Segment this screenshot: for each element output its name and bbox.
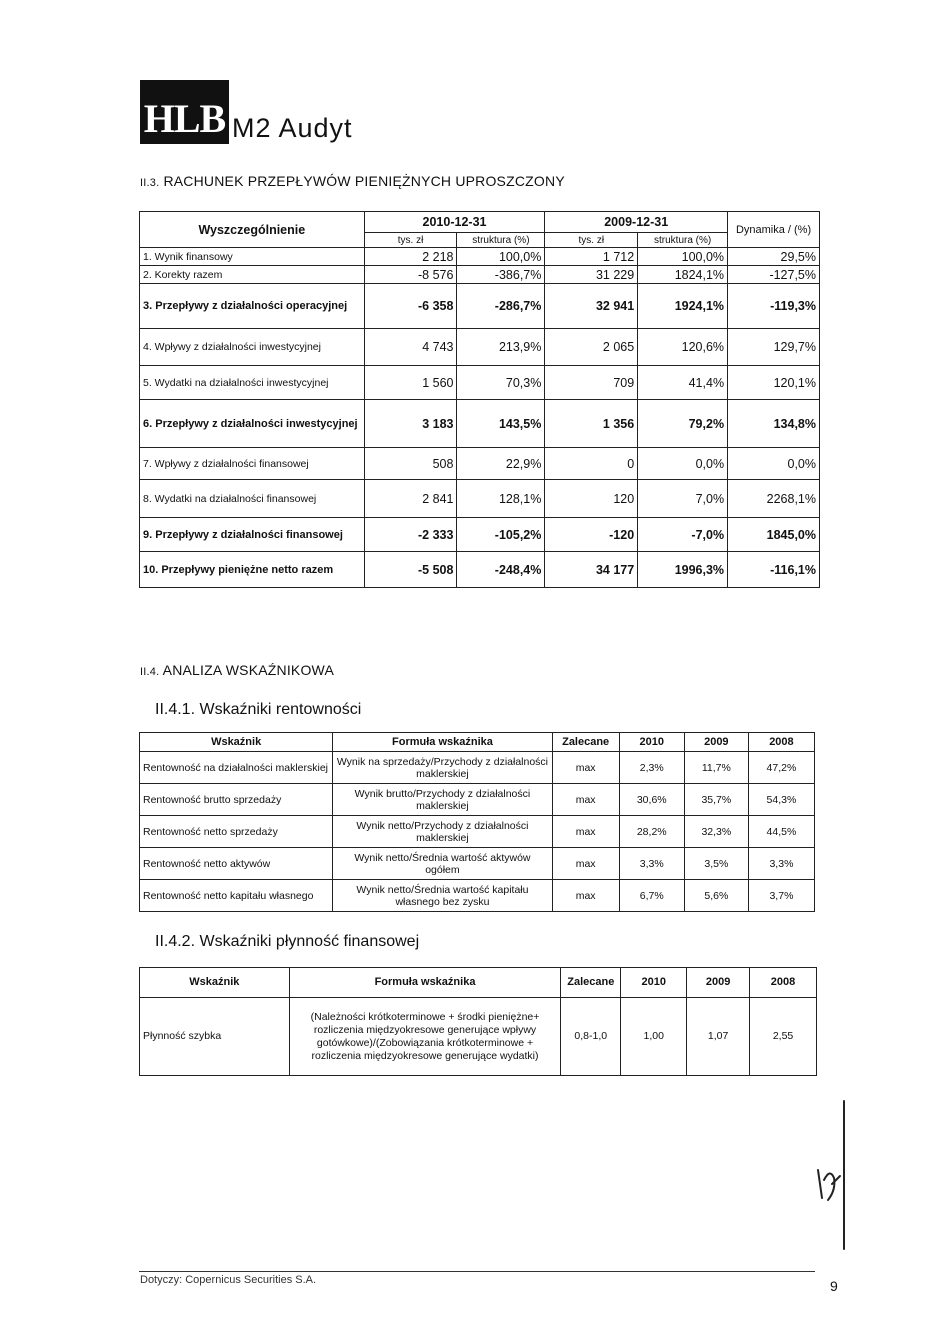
amount-2010: 2 841	[364, 480, 457, 518]
dynamics: 0,0%	[728, 448, 820, 480]
value-2009: 35,7%	[684, 784, 748, 816]
dynamics: 29,5%	[728, 248, 820, 266]
section-number: II.4.	[140, 666, 160, 678]
value-2008: 3,7%	[748, 880, 814, 912]
dynamics: 129,7%	[728, 329, 820, 366]
table-row	[140, 880, 815, 912]
amount-2009: 709	[545, 366, 638, 400]
amount-2010: 2 218	[364, 248, 457, 266]
amount-2009: -120	[545, 518, 638, 552]
recommended-value: max	[552, 880, 619, 912]
table-row	[140, 448, 820, 480]
section-heading-cash-flow	[140, 173, 565, 189]
structure-2010: -386,7%	[457, 266, 545, 284]
value-2008: 3,3%	[748, 848, 814, 880]
amount-2010: -6 358	[364, 284, 457, 329]
subsection-heading-profitability: II.4.1. Wskaźniki rentowności	[155, 701, 362, 718]
amount-2009: 1 712	[545, 248, 638, 266]
header-2009: 2009	[687, 968, 750, 998]
dynamics: -116,1%	[728, 552, 820, 588]
header-year-2010: 2010-12-31	[364, 212, 545, 233]
header-item: Wyszczególnienie	[140, 212, 365, 248]
table-row	[140, 366, 820, 400]
value-2009: 5,6%	[684, 880, 748, 912]
amount-2009: 0	[545, 448, 638, 480]
row-label: 4. Wpływy z działalności inwestycyjnej	[140, 329, 365, 366]
value-2008: 44,5%	[748, 816, 814, 848]
header-2008: 2008	[748, 733, 814, 752]
table-row	[140, 266, 820, 284]
table-row	[140, 784, 815, 816]
value-2009: 32,3%	[684, 816, 748, 848]
recommended-value: max	[552, 784, 619, 816]
structure-2009: 41,4%	[638, 366, 728, 400]
structure-2010: 100,0%	[457, 248, 545, 266]
structure-2009: 0,0%	[638, 448, 728, 480]
row-label: 10. Przepływy pieniężne netto razem	[140, 552, 365, 588]
amount-2009: 1 356	[545, 400, 638, 448]
row-label: 6. Przepływy z działalności inwestycyjnej	[140, 400, 365, 448]
dynamics: 2268,1%	[728, 480, 820, 518]
indicator-formula: Wynik brutto/Przychody z działalności maklerskiej	[333, 784, 552, 816]
row-label: 1. Wynik finansowy	[140, 248, 365, 266]
header-formula: Formuła wskaźnika	[289, 968, 561, 998]
header-indicator: Wskaźnik	[140, 968, 290, 998]
structure-2010: -286,7%	[457, 284, 545, 329]
structure-2009: 7,0%	[638, 480, 728, 518]
structure-2009: 120,6%	[638, 329, 728, 366]
amount-2010: 4 743	[364, 329, 457, 366]
footer-text: Dotyczy: Copernicus Securities S.A.	[140, 1274, 317, 1286]
value-2010: 1,00	[621, 998, 687, 1076]
cash-flow-table	[139, 211, 820, 588]
structure-2010: 213,9%	[457, 329, 545, 366]
amount-2009: 31 229	[545, 266, 638, 284]
structure-2010: 70,3%	[457, 366, 545, 400]
section-title: ANALIZA WSKAŹNIKOWA	[162, 662, 334, 678]
table-row	[140, 816, 815, 848]
structure-2009: 1996,3%	[638, 552, 728, 588]
row-label: 9. Przepływy z działalności finansowej	[140, 518, 365, 552]
table-row	[140, 284, 820, 329]
header-2010: 2010	[619, 733, 684, 752]
section-heading-analysis	[140, 662, 334, 678]
indicator-name: Rentowność na działalności maklerskiej	[140, 752, 333, 784]
header-amount-2009: tys. zł	[545, 233, 638, 248]
table-row	[140, 329, 820, 366]
indicator-formula: (Należności krótkoterminowe + środki pieniężne+ rozliczenia międzyokresowe generujące wpływy gotówkowe)/(Zobowiązania krótkoterminowe + rozliczenia międzyokresowe generujące wydatki)	[289, 998, 561, 1076]
value-2010: 30,6%	[619, 784, 684, 816]
header-structure-2010: struktura (%)	[457, 233, 545, 248]
table-row	[140, 752, 815, 784]
indicator-name: Rentowność netto sprzedaży	[140, 816, 333, 848]
header-2009: 2009	[684, 733, 748, 752]
value-2009: 3,5%	[684, 848, 748, 880]
company-logo	[140, 80, 353, 144]
amount-2010: 1 560	[364, 366, 457, 400]
indicator-formula: Wynik netto/Średnia wartość kapitału własnego bez zysku	[333, 880, 552, 912]
logo-mark: HLB	[140, 80, 229, 144]
page-number: 9	[830, 1278, 838, 1294]
amount-2009: 32 941	[545, 284, 638, 329]
header-2010: 2010	[621, 968, 687, 998]
recommended-value: 0,8-1,0	[561, 998, 621, 1076]
header-formula: Formuła wskaźnika	[333, 733, 552, 752]
amount-2009: 2 065	[545, 329, 638, 366]
structure-2009: 1824,1%	[638, 266, 728, 284]
structure-2010: 22,9%	[457, 448, 545, 480]
structure-2009: 100,0%	[638, 248, 728, 266]
indicator-name: Rentowność netto kapitału własnego	[140, 880, 333, 912]
header-amount-2010: tys. zł	[364, 233, 457, 248]
structure-2010: 128,1%	[457, 480, 545, 518]
recommended-value: max	[552, 816, 619, 848]
recommended-value: max	[552, 848, 619, 880]
table-row	[140, 248, 820, 266]
table-row	[140, 480, 820, 518]
recommended-value: max	[552, 752, 619, 784]
dynamics: -127,5%	[728, 266, 820, 284]
amount-2010: -5 508	[364, 552, 457, 588]
amount-2010: 508	[364, 448, 457, 480]
table-row	[140, 518, 820, 552]
row-label: 2. Korekty razem	[140, 266, 365, 284]
header-indicator: Wskaźnik	[140, 733, 333, 752]
amount-2009: 120	[545, 480, 638, 518]
row-label: 8. Wydatki na działalności finansowej	[140, 480, 365, 518]
structure-2009: -7,0%	[638, 518, 728, 552]
profitability-table	[139, 732, 815, 912]
indicator-formula: Wynik netto/Średnia wartość aktywów ogółem	[333, 848, 552, 880]
value-2008: 54,3%	[748, 784, 814, 816]
value-2010: 2,3%	[619, 752, 684, 784]
header-dynamics: Dynamika / (%)	[728, 212, 820, 248]
table-row	[140, 998, 817, 1076]
amount-2010: 3 183	[364, 400, 457, 448]
structure-2010: -248,4%	[457, 552, 545, 588]
footer-divider	[139, 1271, 815, 1272]
logo-text: M2 Audyt	[232, 113, 353, 143]
row-label: 3. Przepływy z działalności operacyjnej	[140, 284, 365, 329]
value-2009: 1,07	[687, 998, 750, 1076]
value-2009: 11,7%	[684, 752, 748, 784]
dynamics: 1845,0%	[728, 518, 820, 552]
indicator-formula: Wynik netto/Przychody z działalności maklerskiej	[333, 816, 552, 848]
amount-2010: -8 576	[364, 266, 457, 284]
header-year-2009: 2009-12-31	[545, 212, 728, 233]
table-row	[140, 552, 820, 588]
indicator-name: Rentowność brutto sprzedaży	[140, 784, 333, 816]
amount-2009: 34 177	[545, 552, 638, 588]
table-row	[140, 400, 820, 448]
header-structure-2009: struktura (%)	[638, 233, 728, 248]
header-recommended: Zalecane	[561, 968, 621, 998]
dynamics: 120,1%	[728, 366, 820, 400]
indicator-name: Rentowność netto aktywów	[140, 848, 333, 880]
section-title: RACHUNEK PRZEPŁYWÓW PIENIĘŻNYCH UPROSZCZONY	[163, 173, 565, 189]
row-label: 7. Wpływy z działalności finansowej	[140, 448, 365, 480]
value-2008: 2,55	[750, 998, 817, 1076]
section-number: II.3.	[140, 177, 160, 189]
table-row	[140, 848, 815, 880]
dynamics: -119,3%	[728, 284, 820, 329]
margin-signature-line	[843, 1100, 845, 1250]
value-2010: 28,2%	[619, 816, 684, 848]
header-recommended: Zalecane	[552, 733, 619, 752]
dynamics: 134,8%	[728, 400, 820, 448]
indicator-formula: Wynik na sprzedaży/Przychody z działalności maklerskiej	[333, 752, 552, 784]
subsection-heading-liquidity: II.4.2. Wskaźniki płynność finansowej	[155, 933, 420, 950]
amount-2010: -2 333	[364, 518, 457, 552]
indicator-name: Płynność szybka	[140, 998, 290, 1076]
value-2008: 47,2%	[748, 752, 814, 784]
value-2010: 3,3%	[619, 848, 684, 880]
structure-2010: 143,5%	[457, 400, 545, 448]
structure-2009: 1924,1%	[638, 284, 728, 329]
header-2008: 2008	[750, 968, 817, 998]
value-2010: 6,7%	[619, 880, 684, 912]
row-label: 5. Wydatki na działalności inwestycyjnej	[140, 366, 365, 400]
structure-2010: -105,2%	[457, 518, 545, 552]
structure-2009: 79,2%	[638, 400, 728, 448]
liquidity-table	[139, 967, 817, 1076]
